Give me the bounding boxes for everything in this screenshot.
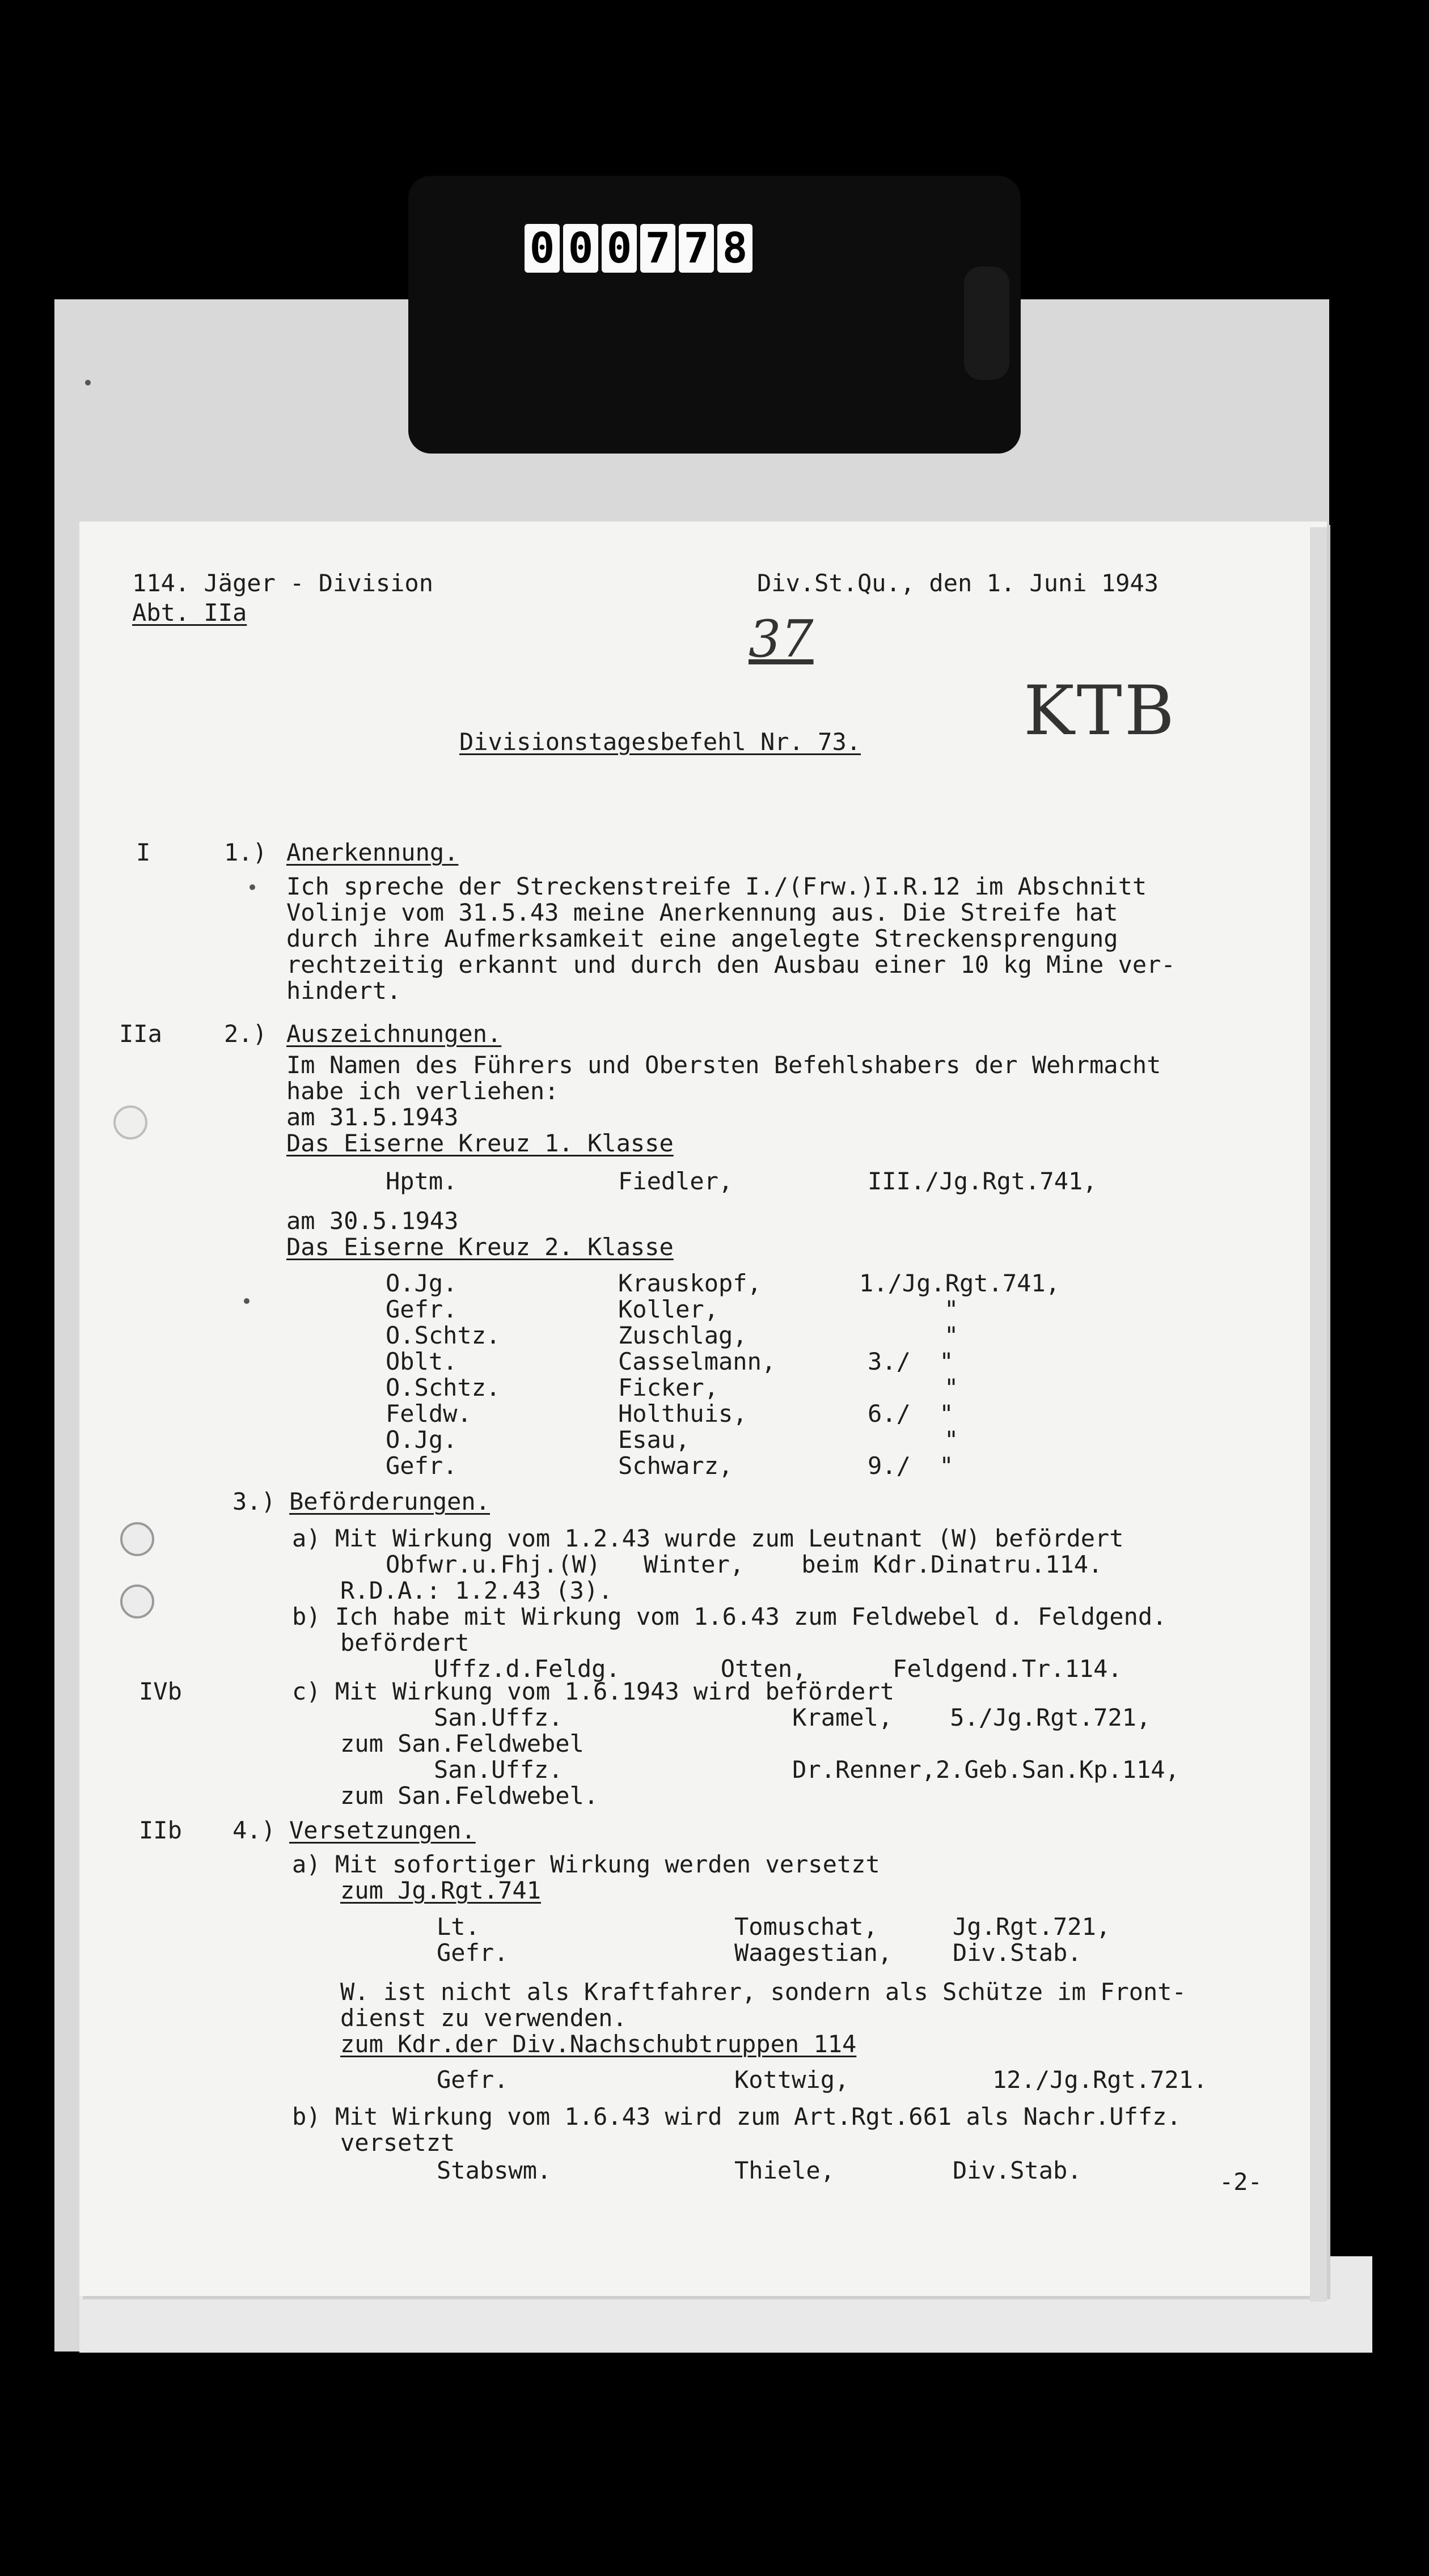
unit-cell: Div.Stab. (953, 1939, 1082, 1967)
name-cell: Casselmann, (618, 1348, 776, 1375)
award-title: Das Eiserne Kreuz 1. Klasse (286, 1129, 674, 1157)
film-clip (408, 176, 1021, 454)
margin-note: IIa (119, 1020, 162, 1048)
margin-note: IVb (139, 1677, 182, 1705)
body-line: Im Namen des Führers und Obersten Befehlshabers der Wehrmacht (286, 1051, 1161, 1079)
rank-cell: Gefr. (386, 1452, 458, 1480)
award-title: Das Eiserne Kreuz 2. Klasse (286, 1233, 674, 1261)
unit-cell: 6./ " (868, 1400, 954, 1427)
body-line: Volinje vom 31.5.43 meine Anerkennung aus. Die Streife hat (286, 899, 1118, 926)
body-line: dienst zu verwenden. (340, 2004, 627, 2032)
place-date: Div.St.Qu., den 1. Juni 1943 (757, 569, 1159, 597)
name-cell: Schwarz, (618, 1452, 733, 1480)
counter-digit: 0 (525, 224, 560, 273)
margin-note: IIb (139, 1816, 182, 1844)
counter-digit: 0 (563, 224, 598, 273)
unit-cell: 3./ " (868, 1348, 954, 1375)
body-line: hindert. (286, 977, 401, 1005)
body-line: b) Mit Wirkung vom 1.6.43 wird zum Art.Rgt.661 als Nachr.Uffz. (292, 2103, 1181, 2130)
body-line: San.Uffz. Dr.Renner,2.Geb.San.Kp.114, (434, 1756, 1179, 1783)
section-number: 2.) (224, 1020, 267, 1048)
body-line: habe ich verliehen: (286, 1077, 559, 1105)
rank-cell: Gefr. (437, 2066, 509, 2094)
counter-digit: 7 (640, 224, 675, 273)
rank-cell: Lt. (437, 1913, 480, 1941)
counter-digit: 0 (602, 224, 637, 273)
name-cell: Kottwig, (734, 2066, 849, 2094)
unit-cell: 12./Jg.Rgt.721. (992, 2066, 1208, 2094)
speck (85, 380, 91, 385)
name-cell: Koller, (618, 1295, 719, 1323)
body-line: zum San.Feldwebel. (340, 1782, 599, 1810)
award-date: am 30.5.1943 (286, 1207, 459, 1235)
name-cell: Tomuschat, (734, 1913, 878, 1941)
ditto-cell: " (944, 1295, 959, 1323)
rank-cell: O.Jg. (386, 1269, 458, 1297)
section-heading: Versetzungen. (289, 1816, 476, 1844)
sub-heading: zum Kdr.der Div.Nachschubtruppen 114 (340, 2030, 857, 2058)
page-edge (1310, 527, 1327, 2302)
body-line: c) Mit Wirkung vom 1.6.1943 wird befördert (292, 1677, 895, 1705)
speck (244, 1298, 250, 1304)
unit-cell: 1./Jg.Rgt.741, (859, 1269, 1060, 1297)
rank-cell: Feldw. (386, 1400, 472, 1427)
section-heading: Anerkennung. (286, 838, 459, 866)
rank-cell: Hptm. (386, 1167, 458, 1195)
department: Abt. IIa (132, 599, 247, 626)
unit-cell: Div.Stab. (953, 2156, 1082, 2184)
name-cell: Ficker, (618, 1374, 719, 1401)
counter-digit: 8 (717, 224, 752, 273)
name-cell: Thiele, (734, 2156, 835, 2184)
body-line: b) Ich habe mit Wirkung vom 1.6.43 zum Feldwebel d. Feldgend. (292, 1603, 1167, 1630)
body-line: Obfwr.u.Fhj.(W) Winter, beim Kdr.Dinatru.114. (386, 1550, 1103, 1578)
body-line: Ich spreche der Streckenstreife I./(Frw.)I.R.12 im Abschnitt (286, 872, 1147, 900)
body-line: zum San.Feldwebel (340, 1730, 584, 1757)
section-number: 3.) (232, 1488, 276, 1515)
punch-hole (113, 1105, 147, 1139)
handwritten-ktb: KTB (1024, 672, 1177, 751)
rank-cell: Oblt. (386, 1348, 458, 1375)
speck (250, 884, 255, 890)
handwritten-number: 37 (749, 609, 814, 669)
section-heading: Auszeichnungen. (286, 1020, 502, 1048)
clip-knob (964, 266, 1009, 380)
page-marker: -2- (1219, 2168, 1262, 2196)
section-number: 4.) (232, 1816, 276, 1844)
rank-cell: Gefr. (386, 1295, 458, 1323)
rank-cell: O.Schtz. (386, 1321, 501, 1349)
ditto-cell: " (944, 1426, 959, 1454)
name-cell: Esau, (618, 1426, 690, 1454)
rank-cell: Stabswm. (437, 2156, 552, 2184)
unit-cell: III./Jg.Rgt.741, (868, 1167, 1097, 1195)
body-line: versetzt (340, 2129, 455, 2156)
ditto-cell: " (944, 1374, 959, 1401)
body-line: durch ihre Aufmerksamkeit eine angelegte Streckensprengung (286, 925, 1118, 952)
body-line: Uffz.d.Feldg. Otten, Feldgend.Tr.114. (434, 1655, 1122, 1683)
body-line: befördert (340, 1629, 470, 1656)
section-heading: Beförderungen. (289, 1488, 491, 1515)
rank-cell: Gefr. (437, 1939, 509, 1967)
unit-cell: 9./ " (868, 1452, 954, 1480)
frame-counter (525, 224, 752, 278)
punch-hole (120, 1522, 154, 1556)
name-cell: Waagestian, (734, 1939, 893, 1967)
rank-cell: O.Jg. (386, 1426, 458, 1454)
name-cell: Holthuis, (618, 1400, 747, 1427)
unit-name: 114. Jäger - Division (132, 569, 434, 597)
award-date: am 31.5.1943 (286, 1103, 459, 1131)
document-title: Divisionstagesbefehl Nr. 73. (459, 728, 861, 756)
body-line: San.Uffz. Kramel, 5./Jg.Rgt.721, (434, 1704, 1151, 1731)
counter-digit: 7 (679, 224, 714, 273)
rank-cell: O.Schtz. (386, 1374, 501, 1401)
section-number: 1.) (224, 838, 267, 866)
name-cell: Fiedler, (618, 1167, 733, 1195)
name-cell: Krauskopf, (618, 1269, 762, 1297)
unit-cell: Jg.Rgt.721, (953, 1913, 1111, 1941)
name-cell: Zuschlag, (618, 1321, 747, 1349)
body-line: W. ist nicht als Kraftfahrer, sondern als Schütze im Front- (340, 1978, 1186, 2006)
ditto-cell: " (944, 1321, 959, 1349)
body-line: rechtzeitig erkannt und durch den Ausbau einer 10 kg Mine ver- (286, 951, 1176, 978)
sub-heading: zum Jg.Rgt.741 (340, 1876, 542, 1904)
margin-note: I (136, 838, 151, 866)
body-line: R.D.A.: 1.2.43 (3). (340, 1577, 613, 1604)
body-line: a) Mit Wirkung vom 1.2.43 wurde zum Leutnant (W) befördert (292, 1524, 1124, 1552)
punch-hole (120, 1584, 154, 1619)
body-line: a) Mit sofortiger Wirkung werden versetzt (292, 1850, 880, 1878)
